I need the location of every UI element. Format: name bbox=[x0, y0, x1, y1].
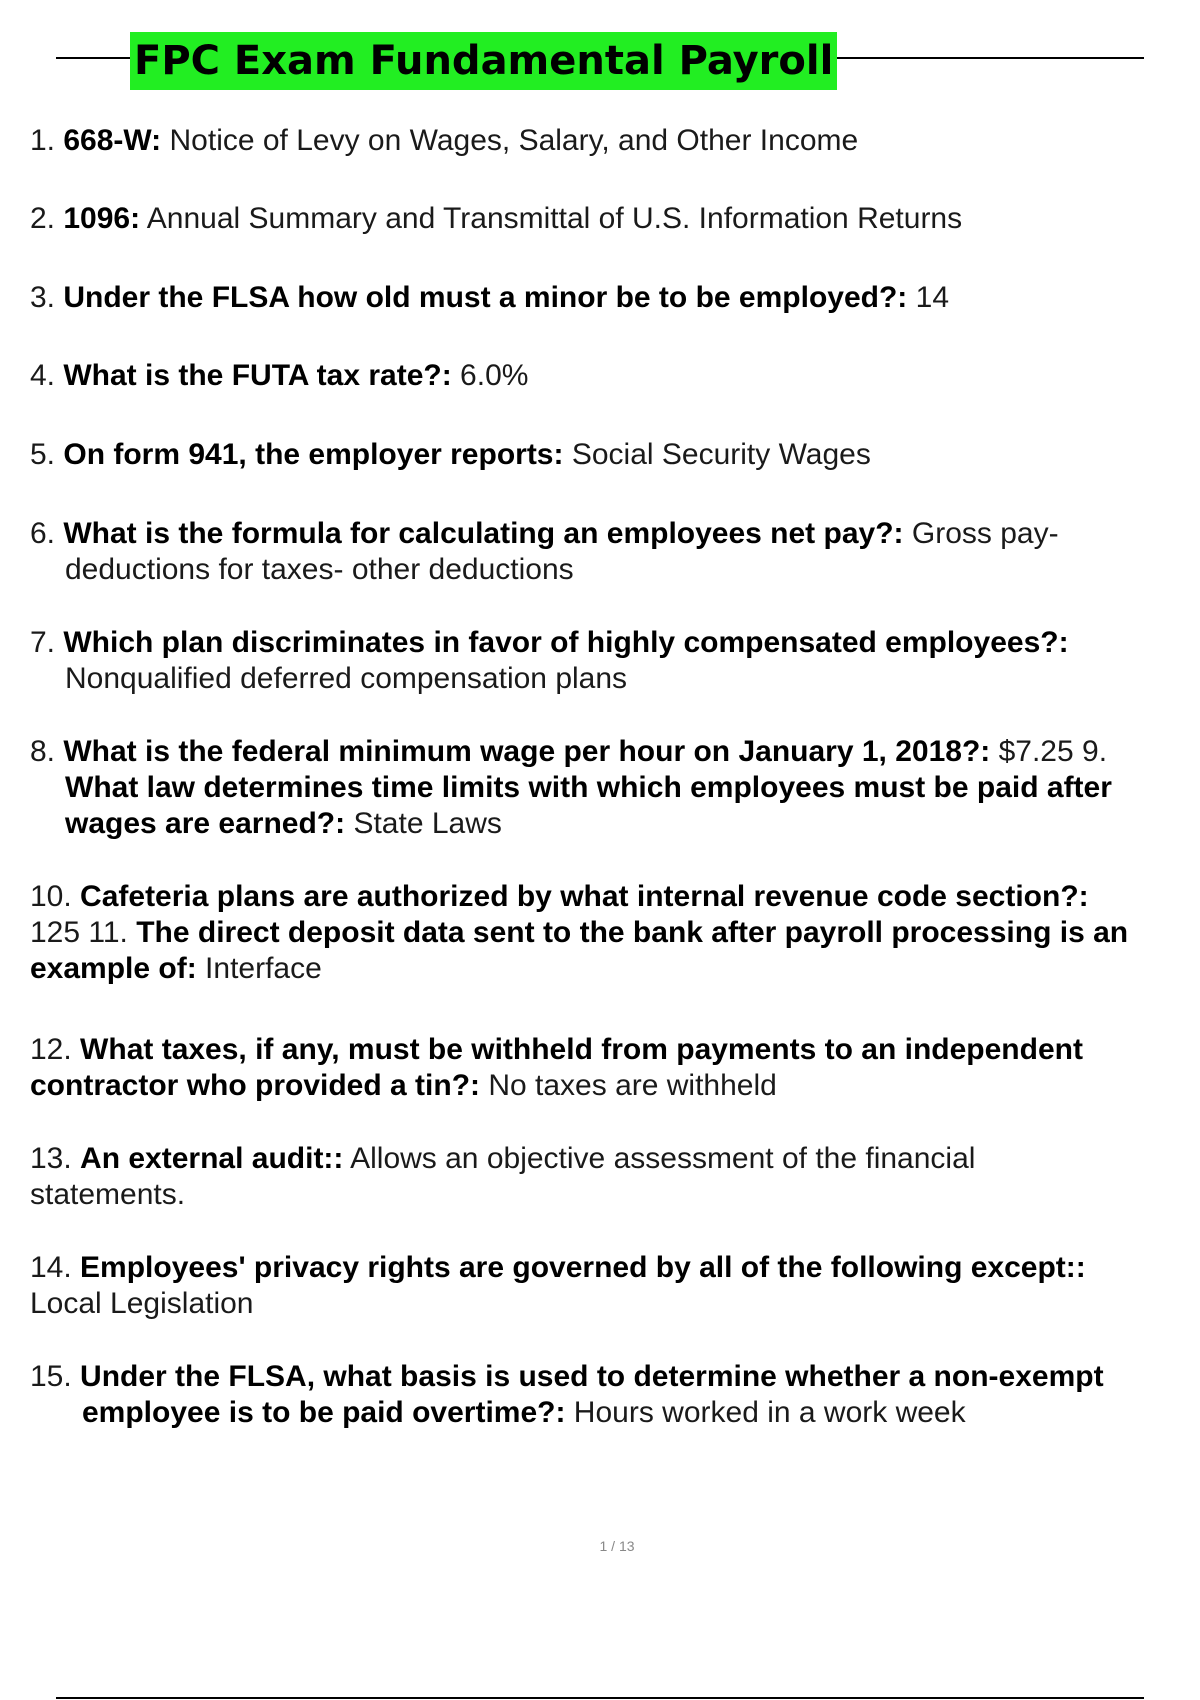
list-item bbox=[30, 358, 528, 394]
list-item bbox=[30, 437, 871, 473]
answer-text: Allows an objective assessment of the financial bbox=[343, 1142, 976, 1175]
list-item bbox=[30, 280, 949, 316]
list-item-continuation bbox=[30, 915, 1128, 951]
list-item-continuation bbox=[65, 770, 1112, 806]
list-item bbox=[30, 879, 1089, 915]
list-item bbox=[30, 1359, 1104, 1395]
item-number: 6. bbox=[30, 517, 64, 550]
item-number: 12. bbox=[30, 1033, 81, 1066]
answer-text: Hours worked in a work week bbox=[565, 1396, 966, 1429]
answer-text: 6.0% bbox=[451, 359, 529, 392]
list-item bbox=[30, 1032, 1083, 1068]
answer-text: statements. bbox=[30, 1178, 186, 1211]
answer-text: State Laws bbox=[345, 807, 502, 840]
question-text: example of: bbox=[30, 952, 197, 985]
list-item bbox=[30, 123, 858, 159]
question-text: The direct deposit data sent to the bank after payroll processing is an bbox=[136, 916, 1129, 949]
item-number: 10. bbox=[30, 880, 81, 913]
answer-text: Social Security Wages bbox=[563, 438, 871, 471]
question-text: Under the FLSA how old must a minor be to be employed?: bbox=[63, 281, 908, 314]
answer-text: $7.25 9. bbox=[990, 735, 1108, 768]
answer-text: 125 11. bbox=[30, 916, 137, 949]
question-text: Which plan discriminates in favor of highly compensated employees?: bbox=[63, 626, 1069, 659]
page-number: 1 / 13 bbox=[599, 1538, 635, 1554]
list-item bbox=[30, 734, 1107, 770]
list-item-continuation bbox=[82, 1395, 966, 1431]
list-item-continuation bbox=[30, 951, 322, 987]
answer-text: Nonqualified deferred compensation plans bbox=[65, 662, 628, 695]
list-item-continuation bbox=[30, 1177, 185, 1213]
answer-text: Annual Summary and Transmittal of U.S. Information Returns bbox=[140, 202, 963, 235]
answer-text: Gross pay- bbox=[903, 517, 1059, 550]
item-number: 2. bbox=[30, 202, 64, 235]
question-text: What is the federal minimum wage per hour on January 1, 2018?: bbox=[63, 735, 991, 768]
list-item-continuation bbox=[65, 806, 502, 842]
item-number: 1. bbox=[30, 124, 64, 157]
answer-text: No taxes are withheld bbox=[480, 1069, 777, 1102]
answer-text: Interface bbox=[196, 952, 322, 985]
item-number: 3. bbox=[30, 281, 64, 314]
question-text: contractor who provided a tin?: bbox=[30, 1069, 481, 1102]
item-number: 7. bbox=[30, 626, 64, 659]
list-item-continuation bbox=[65, 661, 627, 697]
answer-text: 14 bbox=[907, 281, 950, 314]
answer-text: deductions for taxes- other deductions bbox=[65, 553, 574, 586]
item-number: 15. bbox=[30, 1360, 81, 1393]
list-item-continuation bbox=[30, 1068, 777, 1104]
question-text: An external audit:: bbox=[80, 1142, 344, 1175]
list-item-continuation bbox=[65, 552, 574, 588]
item-number: 8. bbox=[30, 735, 64, 768]
question-text: What law determines time limits with which employees must be paid after bbox=[65, 771, 1112, 804]
question-text: 1096: bbox=[63, 202, 141, 235]
list-item bbox=[30, 201, 962, 237]
list-item bbox=[30, 516, 1059, 552]
answer-text: Notice of Levy on Wages, Salary, and Other Income bbox=[161, 124, 859, 157]
list-item-continuation bbox=[30, 1286, 254, 1322]
question-text: employee is to be paid overtime?: bbox=[82, 1396, 566, 1429]
item-number: 14. bbox=[30, 1251, 81, 1284]
question-text: Under the FLSA, what basis is used to determine whether a non-exempt bbox=[80, 1360, 1104, 1393]
question-text: Cafeteria plans are authorized by what internal revenue code section?: bbox=[80, 880, 1089, 913]
bottom-rule bbox=[56, 1697, 1144, 1699]
question-text: wages are earned?: bbox=[65, 807, 346, 840]
question-text: Employees' privacy rights are governed by all of the following except:: bbox=[80, 1251, 1086, 1284]
list-item bbox=[30, 1141, 975, 1177]
question-text: On form 941, the employer reports: bbox=[63, 438, 564, 471]
document-title: FPC Exam Fundamental Payroll bbox=[130, 32, 837, 90]
list-item bbox=[30, 625, 1069, 661]
question-text: What is the formula for calculating an employees net pay?: bbox=[63, 517, 904, 550]
item-number: 5. bbox=[30, 438, 64, 471]
item-number: 13. bbox=[30, 1142, 81, 1175]
answer-text: Local Legislation bbox=[30, 1287, 254, 1320]
question-text: 668-W: bbox=[63, 124, 162, 157]
question-text: What is the FUTA tax rate?: bbox=[63, 359, 452, 392]
list-item bbox=[30, 1250, 1086, 1286]
question-text: What taxes, if any, must be withheld from payments to an independent bbox=[80, 1033, 1083, 1066]
item-number: 4. bbox=[30, 359, 64, 392]
